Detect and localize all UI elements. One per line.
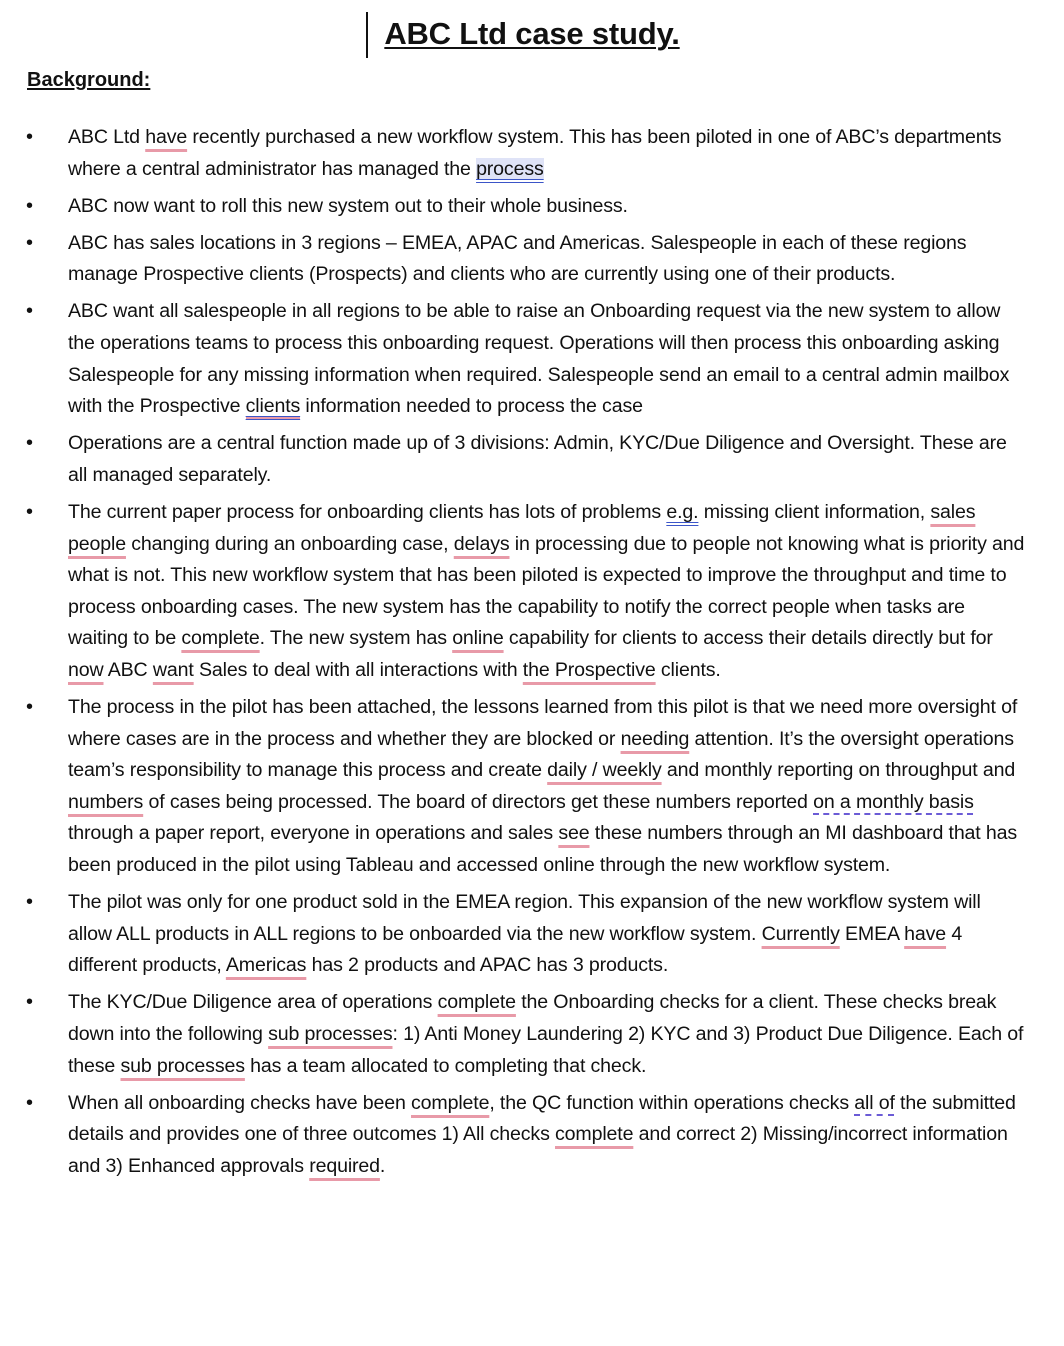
- spelling-flag[interactable]: have: [904, 922, 947, 945]
- paragraph-text: the Onboarding checks for a client. These checks break down into the following: [68, 991, 997, 1046]
- paragraph-text: these numbers through an MI dashboard that has been produced in the pilot using Tableau and accessed online through the new workflow system.: [68, 822, 1018, 877]
- paragraph-text: When all onboarding checks have been: [68, 1091, 412, 1114]
- style-flag[interactable]: all of: [854, 1091, 895, 1114]
- paragraph-text: clients.: [655, 659, 721, 681]
- paragraph-text: . The new system has: [259, 627, 453, 650]
- bullet-paragraph[interactable]: [0, 692, 1064, 882]
- bullet-dot-icon: •: [26, 126, 33, 148]
- spelling-flag[interactable]: Americas: [225, 954, 307, 977]
- bullet-dot-icon: •: [26, 231, 33, 254]
- bullet-paragraph[interactable]: [0, 191, 1064, 223]
- spelling-flag[interactable]: sub processes: [120, 1054, 245, 1077]
- grammar-flag[interactable]: e.g.: [666, 501, 699, 524]
- paragraph-text: ABC: [103, 659, 153, 681]
- bullet-dot-icon: •: [26, 501, 33, 524]
- paragraph-text: through a paper report, everyone in operations and sales: [68, 822, 559, 845]
- paragraph-text: ABC now want to roll this new system out to their whole business.: [68, 194, 628, 217]
- spelling-flag[interactable]: have: [145, 126, 188, 148]
- bullet-paragraph[interactable]: [0, 428, 1064, 491]
- bullet-paragraph[interactable]: [0, 1088, 1064, 1183]
- bullet-dot-icon: •: [26, 991, 33, 1014]
- paragraph-text: changing during an onboarding case,: [125, 532, 454, 555]
- bullet-dot-icon: •: [26, 300, 33, 323]
- paragraph-text: attention. It’s the oversight operations team’s responsibility to manage this process and create: [68, 727, 1014, 782]
- bullet-dot-icon: •: [26, 891, 33, 914]
- spelling-flag[interactable]: sub processes: [268, 1023, 393, 1046]
- paragraph-text: and monthly reporting on throughput and: [661, 759, 1016, 782]
- spelling-flag[interactable]: sales people: [68, 501, 976, 555]
- bullet-paragraph[interactable]: [0, 296, 1064, 422]
- paragraph-text: has 2 products and APAC has 3 products.: [306, 954, 669, 977]
- spelling-flag[interactable]: required: [309, 1154, 380, 1177]
- paragraph-text: Sales to deal with all interactions with: [193, 659, 523, 681]
- paragraph-text: the submitted details and provides one of three outcomes 1) All checks: [68, 1091, 1016, 1146]
- paragraph-text: , the QC function within operations checks: [489, 1091, 855, 1114]
- spelling-flag[interactable]: Currently: [761, 922, 840, 945]
- bullet-dot-icon: •: [26, 696, 33, 719]
- section-heading-background[interactable]: Background:: [27, 69, 151, 91]
- paragraph-text: The process in the pilot has been attached, the lessons learned from this pilot is that we need more oversight of where cases are in the process and whether they are blocked or: [68, 696, 1018, 750]
- paragraph-text: 4 different products,: [68, 922, 963, 977]
- spelling-flag[interactable]: complete: [437, 991, 516, 1014]
- spelling-flag[interactable]: the Prospective: [522, 659, 656, 681]
- spelling-flag[interactable]: want: [152, 659, 194, 681]
- paragraph-text: has a team allocated to completing that check.: [244, 1054, 647, 1077]
- bullet-paragraph[interactable]: [0, 228, 1064, 291]
- spelling-flag[interactable]: now: [68, 659, 104, 681]
- style-flag[interactable]: on a monthly basis: [813, 790, 974, 813]
- paragraph-text: The KYC/Due Diligence area of operations: [68, 991, 438, 1014]
- bullet-paragraph[interactable]: [0, 122, 1064, 185]
- paragraph-text: ABC want all salespeople in all regions to be able to raise an Onboarding request via the new system to allow the operations teams to process this onboarding request. Operations will then process this onboarding asking Salespeople for any missing information when required. Salespeople send an email to a central admin mailbox with the Prospective: [68, 300, 1010, 418]
- spelling-flag[interactable]: numbers: [68, 790, 144, 813]
- paragraph-text: .: [379, 1154, 386, 1177]
- paragraph-text: of cases being processed. The board of directors get these numbers reported: [143, 790, 814, 813]
- spelling-flag[interactable]: clients: [246, 395, 301, 420]
- paragraph-text: : 1) Anti Money Laundering 2) KYC and 3) Product Due Diligence. Each of these: [68, 1023, 1024, 1077]
- paragraph-text: in processing due to people not knowing what is priority and what is not. This new workflow system that has been piloted is expected to improve the throughput and time to process onboarding cases. The new system has the capability to notify the correct people when tasks are waiting to be: [68, 532, 1025, 650]
- spelling-flag[interactable]: complete: [555, 1123, 634, 1146]
- bullet-paragraph[interactable]: [0, 497, 1064, 687]
- paragraph-text: EMEA: [839, 922, 905, 945]
- paragraph-text: ABC has sales locations in 3 regions – EMEA, APAC and Americas. Salespeople in each of these regions manage Prospective clients (Prospects) and clients who are currently using one of their products.: [68, 231, 967, 286]
- bullet-dot-icon: •: [26, 1091, 33, 1114]
- paragraph-text: ABC Ltd: [68, 126, 146, 148]
- bullet-paragraph[interactable]: [0, 887, 1064, 982]
- spelling-flag[interactable]: delays: [453, 532, 510, 555]
- spelling-flag[interactable]: daily / weekly: [547, 759, 662, 782]
- bullet-dot-icon: •: [26, 432, 33, 455]
- spelling-flag[interactable]: see: [558, 822, 590, 845]
- spelling-flag[interactable]: complete: [181, 627, 260, 650]
- paragraph-text: The pilot was only for one product sold in the EMEA region. This expansion of the new workflow system will allow ALL products in ALL regions to be onboarded via the new workflow system.: [68, 891, 981, 945]
- paragraph-text: recently purchased a new workflow system. This has been piloted in one of ABC’s departments where a central administrator has managed the: [68, 126, 1002, 180]
- spelling-flag[interactable]: needing: [620, 727, 690, 750]
- paragraph-text: and correct 2) Missing/incorrect information and 3) Enhanced approvals: [68, 1123, 1008, 1177]
- bullet-dot-icon: •: [26, 194, 33, 217]
- paragraph-text: Operations are a central function made up of 3 divisions: Admin, KYC/Due Diligence and Oversight. These are all managed separately.: [68, 432, 1007, 486]
- document-title[interactable]: ABC Ltd case study.: [384, 16, 680, 51]
- paragraph-text: missing client information,: [698, 501, 931, 524]
- bullet-list: [0, 122, 1064, 1188]
- spelling-flag[interactable]: online: [452, 627, 504, 650]
- paragraph-text: information needed to process the case: [300, 395, 643, 418]
- bullet-paragraph[interactable]: [0, 987, 1064, 1082]
- spelling-flag[interactable]: complete: [411, 1091, 490, 1114]
- paragraph-text: The current paper process for onboarding clients has lots of problems: [68, 501, 667, 524]
- paragraph-text: capability for clients to access their details directly but for: [503, 627, 993, 650]
- selected-word[interactable]: process: [476, 157, 544, 180]
